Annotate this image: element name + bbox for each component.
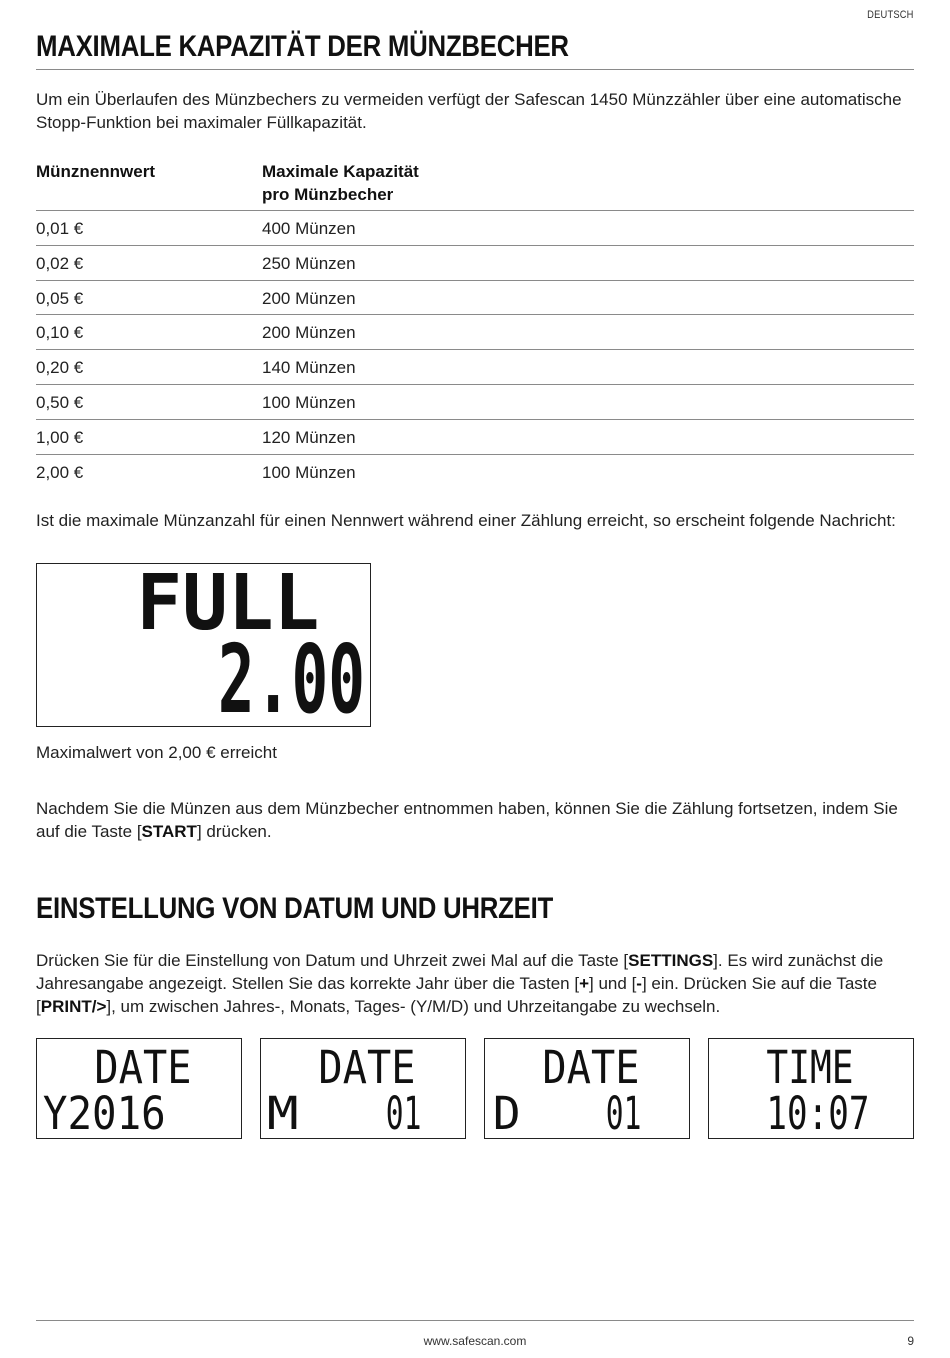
full-message-paragraph: Ist die maximale Münzanzahl für einen Nennwert während einer Zählung erreicht, so erscheint folgende Nachricht: [36, 511, 896, 530]
lcd-top-text: DATE [94, 1041, 192, 1095]
plus-key-label: + [579, 974, 590, 993]
table-row [36, 419, 914, 454]
start-key-label: START [141, 822, 197, 841]
cell-capacity: 200 Münzen [262, 288, 356, 308]
cell-capacity: 120 Münzen [262, 427, 356, 447]
col-header-capacity [262, 160, 419, 206]
cell-capacity: 200 Münzen [262, 323, 356, 343]
cell-denomination: 0,20 € [36, 358, 84, 378]
cell-capacity: 250 Münzen [262, 253, 356, 273]
footer-url: www.safescan.com [423, 1334, 527, 1348]
lcd-line-value: 2.00 [217, 625, 366, 736]
datetime-text-3: ] und [ [589, 974, 637, 993]
lcd-display-year [36, 1038, 242, 1139]
cell-denomination: 2,00 € [36, 462, 84, 482]
table-row [36, 349, 914, 384]
datetime-text-2: ]. Es wird zunächst die Jahresangabe angezeigt. Stellen Sie das korrekte Jahr über die Tasten [ [36, 951, 884, 993]
continue-paragraph [36, 797, 914, 843]
datetime-text-5: ], um zwischen Jahres-, Monats, Tages- (Y/M/D) und Uhrzeitangabe zu wechseln. [106, 997, 721, 1016]
lcd-display-day [484, 1038, 690, 1139]
continue-text-post: ] drücken. [196, 822, 272, 841]
datetime-text-1: Drücken Sie für die Einstellung von Datum und Uhrzeit zwei Mal auf die Taste [ [36, 951, 629, 970]
lcd-display-full [36, 558, 371, 736]
table-row [36, 280, 914, 315]
title-divider [36, 69, 914, 70]
cell-denomination: 1,00 € [36, 427, 84, 447]
cell-denomination: 0,05 € [36, 288, 84, 308]
table-row [36, 384, 914, 419]
minus-key-label: - [636, 974, 642, 993]
table-row [36, 210, 914, 245]
lcd-bottom-right-text: 01 [605, 1087, 642, 1141]
lcd-line-full: FULL [136, 558, 320, 649]
table-header [36, 158, 914, 210]
cell-denomination: 0,10 € [36, 323, 84, 343]
lcd-top-text: TIME [766, 1041, 854, 1095]
section-title-capacity: MAXIMALE KAPAZITÄT DER MÜNZBECHER [36, 30, 569, 63]
footer-divider [36, 1320, 914, 1321]
continue-text-pre: Nachdem Sie die Münzen aus dem Münzbecher entnommen haben, können Sie die Zählung fortsetzen, indem Sie auf die Taste [ [36, 799, 898, 841]
datetime-paragraph [36, 949, 914, 1018]
lcd-bottom-right-text: 10:07 [766, 1087, 870, 1141]
lcd-display-time [708, 1038, 914, 1139]
col-header-capacity-line1: Maximale Kapazität [262, 162, 419, 181]
lcd-bottom-right-text: 01 [385, 1087, 422, 1141]
lcd-top-text: DATE [318, 1041, 416, 1095]
settings-key-label: SETTINGS [628, 951, 714, 970]
cell-capacity: 140 Münzen [262, 358, 356, 378]
datetime-text-4: ] ein. Drücken Sie auf die Taste [ [36, 974, 877, 1016]
col-header-denomination: Münznennwert [36, 162, 155, 181]
lcd-top-text: DATE [542, 1041, 640, 1095]
lcd-bottom-left-text: Y2016 [42, 1087, 166, 1141]
lcd-bottom-left-text: M [266, 1087, 299, 1141]
table-row [36, 454, 914, 489]
page-number: 9 [907, 1334, 914, 1348]
language-label: DEUTSCH [867, 9, 914, 21]
section-title-datetime: EINSTELLUNG VON DATUM UND UHRZEIT [36, 892, 554, 925]
capacity-table [36, 158, 914, 488]
cell-capacity: 100 Münzen [262, 392, 356, 412]
table-row [36, 314, 914, 349]
cell-denomination: 0,02 € [36, 253, 84, 273]
cell-capacity: 100 Münzen [262, 462, 356, 482]
cell-denomination: 0,01 € [36, 219, 84, 238]
table-row [36, 245, 914, 280]
lcd-display-month [260, 1038, 466, 1139]
cell-capacity: 400 Münzen [262, 219, 356, 238]
print-key-label: PRINT/> [40, 997, 107, 1016]
lcd-bottom-left-text: D [492, 1087, 521, 1141]
full-caption: Maximalwert von 2,00 € erreicht [36, 743, 277, 762]
col-header-capacity-line2: pro Münzbecher [262, 185, 394, 204]
cell-denomination: 0,50 € [36, 392, 84, 412]
intro-paragraph: Um ein Überlaufen des Münzbechers zu vermeiden verfügt der Safescan 1450 Münzzähler über eine automatische Stopp-Funktion bei maximaler Füllkapazität. [36, 90, 902, 132]
